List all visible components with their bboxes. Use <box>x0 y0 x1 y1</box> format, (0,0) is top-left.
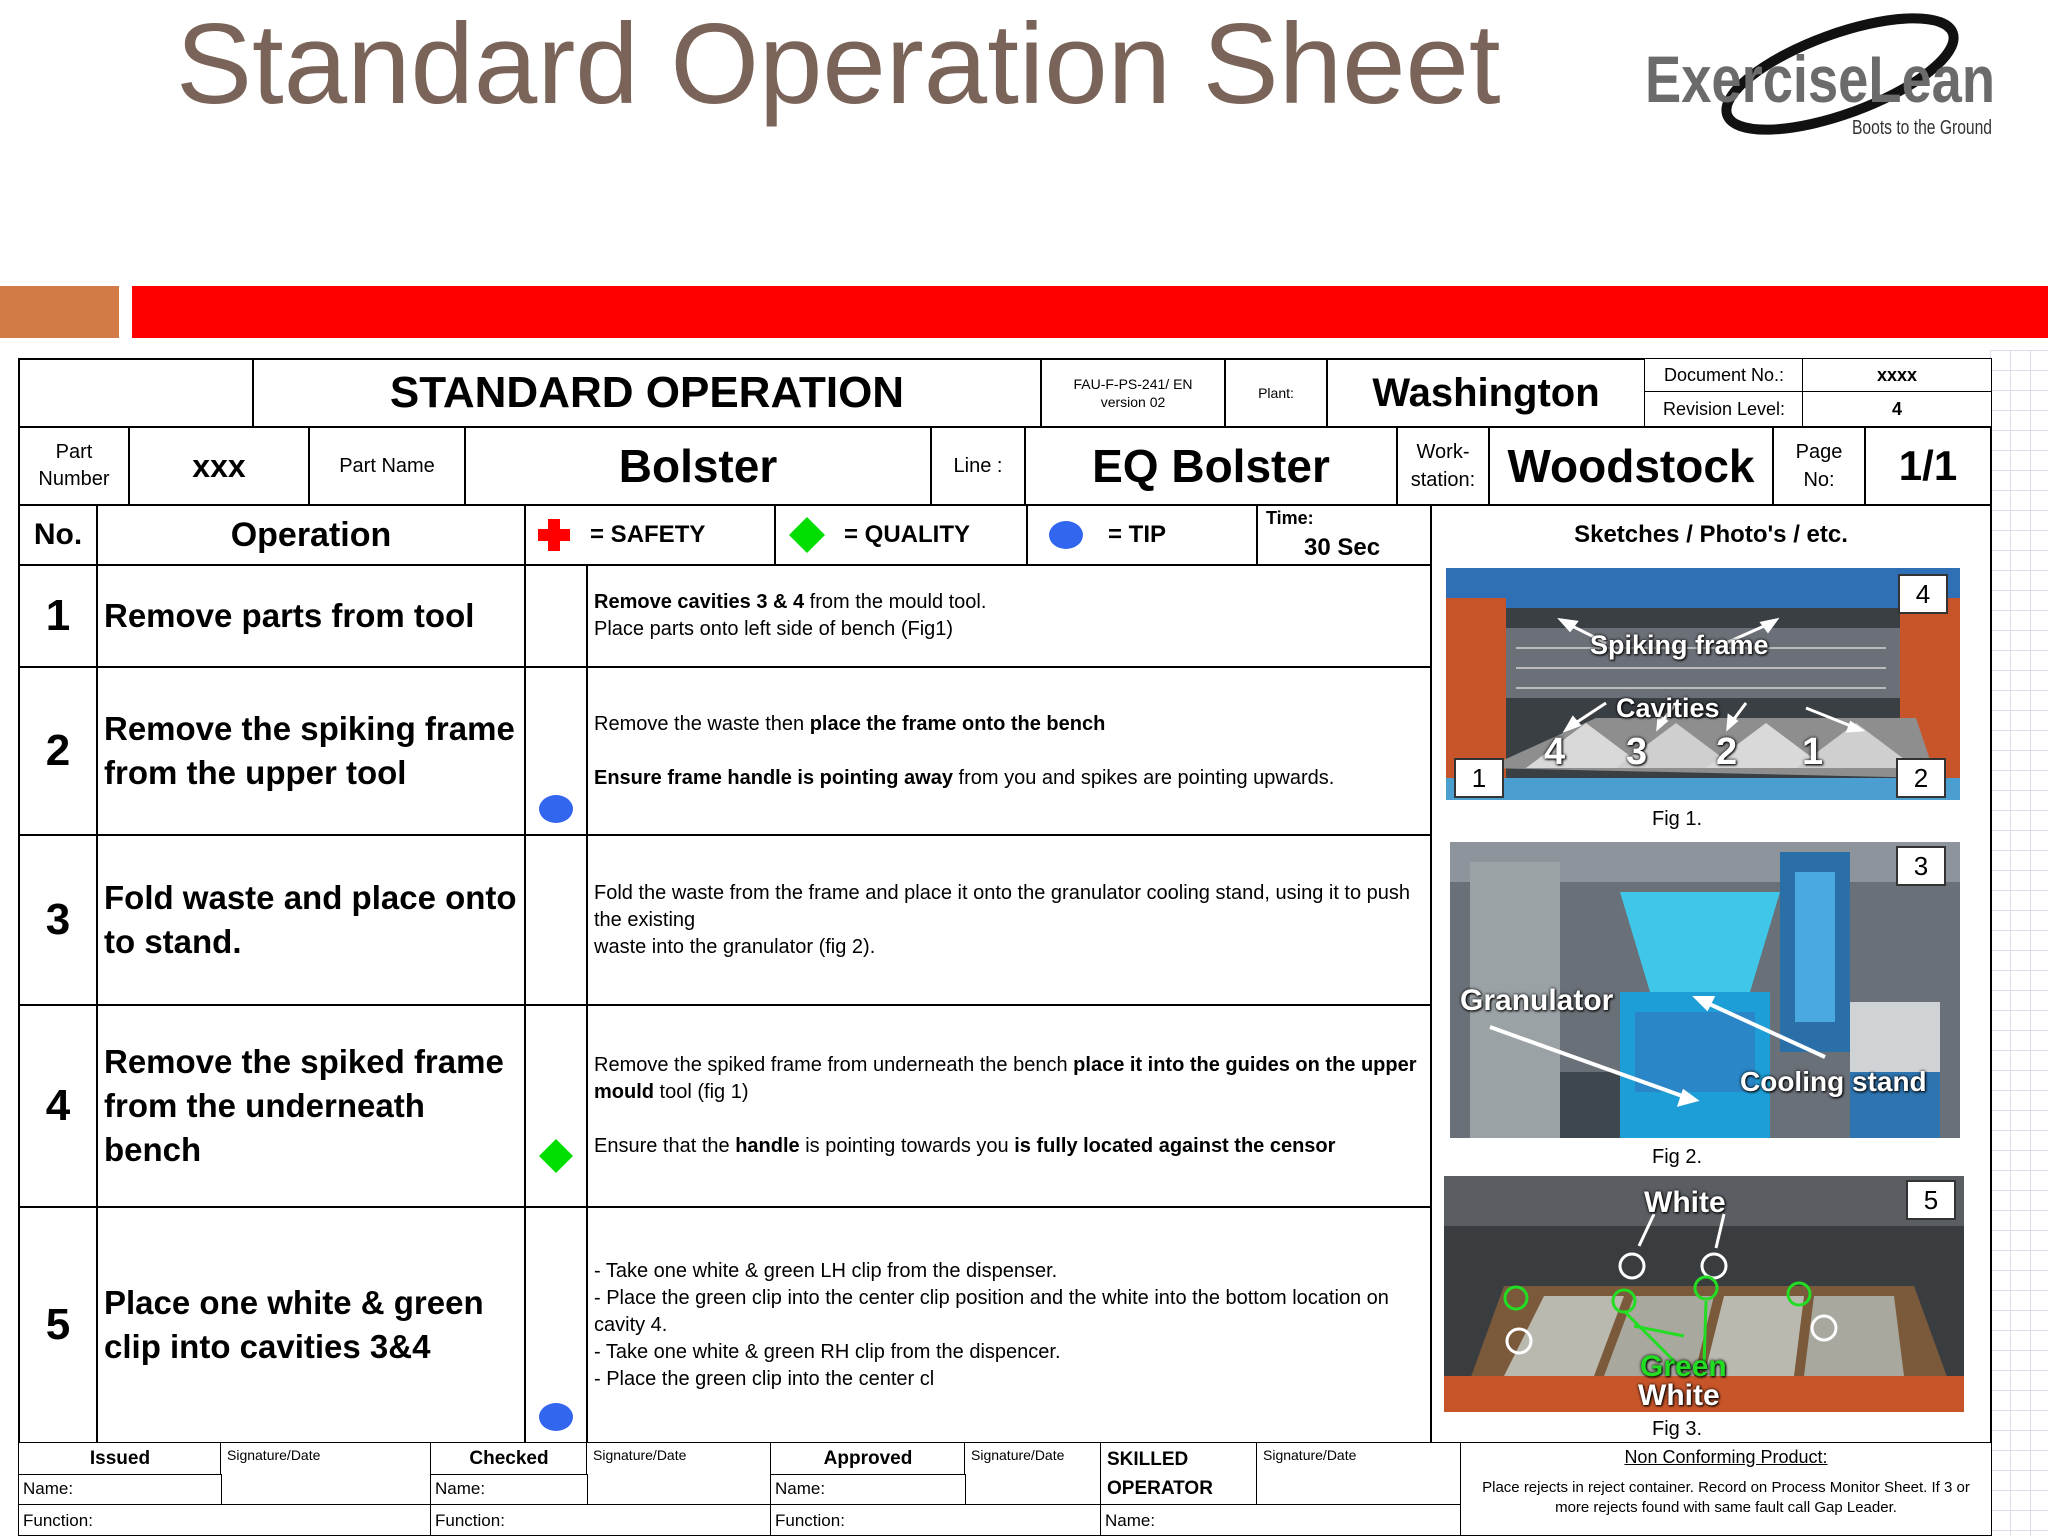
detail-text: - Take one white & green RH clip from the dispencer. <box>594 1340 1061 1363</box>
safety-legend-label: = SAFETY <box>590 521 706 548</box>
red-accent-bar <box>132 286 2048 338</box>
detail-line <box>594 711 1334 738</box>
col-no-header: No. <box>18 504 98 566</box>
fig1-badge-station-2: 2 <box>1896 758 1946 798</box>
step-operation: Remove parts from tool <box>96 564 526 668</box>
line-label: Line : <box>930 426 1026 506</box>
fig3-white-top-label: White <box>1644 1186 1726 1219</box>
approved-header: Approved <box>770 1442 966 1476</box>
detail-line <box>594 1285 1424 1339</box>
detail-emphasis: is fully located against the censor <box>1014 1135 1336 1157</box>
grid-background <box>1990 350 2048 1536</box>
detail-line <box>594 738 1334 765</box>
step-symbol-cell <box>524 834 588 1006</box>
operator-name-field[interactable] <box>1100 1504 1462 1536</box>
step-detail-text <box>588 1052 1430 1160</box>
detail-emphasis: place it into the guides on the upper mould <box>594 1054 1417 1103</box>
revision-value: 4 <box>1802 391 1992 428</box>
step-details <box>586 666 1432 836</box>
page-label: Page No: <box>1772 426 1866 506</box>
fig3-badge-station-5: 5 <box>1906 1180 1956 1220</box>
fig1-caption: Fig 1. <box>1652 808 1703 830</box>
fig2-cooling-stand-label: Cooling stand <box>1740 1066 1927 1097</box>
step-number: 3 <box>18 834 98 1006</box>
doc-no-value: xxxx <box>1802 358 1992 393</box>
detail-line <box>594 1258 1424 1285</box>
skilled-operator-header: SKILLED OPERATOR <box>1100 1442 1258 1506</box>
step-symbol-cell <box>524 1004 588 1208</box>
ncp-title: Non Conforming Product: <box>1624 1447 1828 1467</box>
detail-text: Remove the waste then <box>594 712 810 735</box>
fig1-cavities-label: Cavities <box>1616 693 1720 723</box>
step-symbol-cell <box>524 564 588 668</box>
detail-line <box>594 1339 1424 1366</box>
detail-line <box>594 1106 1424 1133</box>
detail-text: from you and spikes are pointing upwards. <box>952 766 1335 789</box>
fig2-caption: Fig 2. <box>1652 1146 1703 1168</box>
orange-accent-bar <box>0 286 119 338</box>
logo-tagline: Boots to the Ground <box>1852 117 1992 139</box>
step-details <box>586 1206 1432 1444</box>
safety-cross-icon <box>536 517 572 553</box>
detail-text: Fold the waste from the frame and place it onto the granulator cooling stand, using it to push the existing <box>594 881 1411 931</box>
fig1-cavity-3: 3 <box>1626 731 1648 773</box>
checked-signature-box <box>586 1442 772 1506</box>
part-number-label: Part Number <box>18 426 130 506</box>
step-detail-text <box>588 1258 1430 1393</box>
detail-text: - Take one white & green LH clip from the dispenser. <box>594 1259 1058 1282</box>
fig1-cavity-1: 1 <box>1802 731 1824 773</box>
detail-line <box>594 1366 1424 1393</box>
fig1-cavity-2: 2 <box>1716 731 1738 773</box>
plant-value: Washington <box>1326 358 1646 428</box>
detail-text: Remove the spiked frame from underneath the bench <box>594 1054 1074 1076</box>
fig1-photo <box>1446 568 1960 800</box>
step-operation: Remove the spiked frame from the underneath bench <box>96 1004 526 1208</box>
checked-name-label: Name: <box>435 1479 486 1498</box>
form-code: FAU-F-PS-241/ EN <box>1073 376 1193 392</box>
time-cell <box>1256 504 1432 566</box>
detail-text: Place parts onto left side of bench (Fig1) <box>594 618 954 640</box>
sketches-header: Sketches / Photo's / etc. <box>1430 504 1992 566</box>
logo-text: ExerciseLean <box>1645 42 1995 116</box>
approved-name-field[interactable] <box>770 1474 966 1506</box>
approved-signature-box <box>964 1442 1102 1506</box>
detail-text: from the mould tool. <box>804 591 987 613</box>
fig1-arrows <box>1446 568 1960 800</box>
checked-function-label: Function: <box>435 1511 505 1530</box>
revision-label: Revision Level: <box>1644 391 1804 428</box>
workstation-value: Woodstock <box>1488 426 1774 506</box>
plant-label: Plant: <box>1224 358 1328 428</box>
detail-emphasis: Remove cavities 3 & 4 <box>594 591 805 613</box>
detail-emphasis: handle <box>735 1135 800 1157</box>
detail-emphasis: place the frame onto the bench <box>809 712 1106 735</box>
detail-text: Ensure that the <box>594 1135 736 1157</box>
step-number: 5 <box>18 1206 98 1444</box>
form-title: STANDARD OPERATION <box>252 358 1042 428</box>
issued-function-field[interactable] <box>18 1504 432 1536</box>
tip-legend-label: = TIP <box>1108 521 1167 548</box>
quality-legend <box>774 504 1028 566</box>
operator-name-label: Name: <box>1105 1511 1156 1530</box>
form-version: version 02 <box>1100 394 1166 410</box>
issued-header: Issued <box>18 1442 222 1476</box>
doc-no-label: Document No.: <box>1644 358 1804 393</box>
col-operation-header: Operation <box>96 504 526 566</box>
part-number-value: xxx <box>128 426 310 506</box>
logo-swoosh-icon <box>1640 4 2000 144</box>
operator-sig-label: Signature/Date <box>1263 1447 1357 1463</box>
safety-legend <box>524 504 776 566</box>
detail-text: is pointing towards you <box>799 1135 1015 1157</box>
part-name-value: Bolster <box>464 426 932 506</box>
fig2-granulator-label: Granulator <box>1460 984 1614 1017</box>
blank-header-cell <box>18 358 254 428</box>
fig1-badge-station-4: 4 <box>1898 574 1948 614</box>
quality-diamond-icon <box>538 1138 574 1174</box>
checked-name-field[interactable] <box>430 1474 588 1506</box>
step-detail-text <box>588 711 1340 792</box>
detail-line <box>594 1133 1424 1160</box>
detail-line <box>594 934 1424 961</box>
approved-name-label: Name: <box>775 1479 826 1498</box>
quality-legend-label: = QUALITY <box>844 521 971 548</box>
fig1-badge-station-1: 1 <box>1454 758 1504 798</box>
detail-line <box>594 616 986 643</box>
fig3-green-label: Green <box>1640 1350 1727 1383</box>
fig2-photo <box>1450 842 1960 1138</box>
detail-emphasis: Ensure frame handle is pointing away <box>594 766 953 789</box>
time-label: Time: <box>1266 508 1314 528</box>
step-detail-text <box>588 589 992 643</box>
step-operation: Fold waste and place onto to stand. <box>96 834 526 1006</box>
ncp-text: Place rejects in reject container. Record on Process Monitor Sheet. If 3 or more rejects found with same fault call Gap Leader. <box>1482 1479 1970 1516</box>
approved-function-label: Function: <box>775 1511 845 1530</box>
step-symbol-cell <box>524 1206 588 1444</box>
fig1-cavity-4: 4 <box>1544 731 1566 773</box>
form-code-cell <box>1040 358 1226 428</box>
step-details <box>586 1004 1432 1208</box>
detail-line <box>594 765 1334 792</box>
detail-line <box>594 1052 1424 1106</box>
exerciselean-logo <box>1640 4 2000 144</box>
approved-function-field[interactable] <box>770 1504 1102 1536</box>
operator-signature-box <box>1256 1442 1462 1506</box>
non-conforming-product-box <box>1460 1442 1992 1536</box>
step-number: 2 <box>18 666 98 836</box>
detail-text: - Place the green clip into the center clip position and the white into the bottom location on cavity 4. <box>594 1286 1389 1336</box>
tip-circle-icon <box>538 1402 574 1432</box>
quality-diamond-icon <box>788 516 826 554</box>
detail-line <box>594 880 1424 934</box>
checked-function-field[interactable] <box>430 1504 772 1536</box>
issued-sig-label: Signature/Date <box>227 1447 321 1463</box>
checked-header: Checked <box>430 1442 588 1476</box>
approved-sig-label: Signature/Date <box>971 1447 1065 1463</box>
checked-sig-label: Signature/Date <box>593 1447 687 1463</box>
step-number: 1 <box>18 564 98 668</box>
fig3-photo <box>1444 1176 1964 1412</box>
detail-line <box>594 589 986 616</box>
time-value: 30 Sec <box>1304 534 1381 561</box>
detail-text: tool (fig 1) <box>654 1081 749 1103</box>
step-detail-text <box>588 880 1430 961</box>
workstation-label: Work-station: <box>1396 426 1490 506</box>
issued-name-field[interactable] <box>18 1474 222 1506</box>
step-details <box>586 564 1432 668</box>
fig2-badge-station-3: 3 <box>1896 846 1946 886</box>
step-operation: Remove the spiking frame from the upper tool <box>96 666 526 836</box>
issued-function-label: Function: <box>23 1511 93 1530</box>
tip-circle-icon <box>538 794 574 824</box>
line-value: EQ Bolster <box>1024 426 1398 506</box>
fig3-white-bottom-label: White <box>1638 1379 1720 1412</box>
step-details <box>586 834 1432 1006</box>
slide-title: Standard Operation Sheet <box>176 1 1501 128</box>
tip-legend <box>1026 504 1258 566</box>
step-symbol-cell <box>524 666 588 836</box>
issued-signature-box <box>220 1442 432 1506</box>
tip-circle-icon <box>1048 520 1084 550</box>
fig1-spiking-frame-label: Spiking frame <box>1590 630 1769 660</box>
page-value: 1/1 <box>1864 426 1992 506</box>
step-operation: Place one white & green clip into cavities 3&4 <box>96 1206 526 1444</box>
fig3-caption: Fig 3. <box>1652 1418 1703 1440</box>
issued-name-label: Name: <box>23 1479 74 1498</box>
detail-text: - Place the green clip into the center cl <box>594 1367 935 1390</box>
part-name-label: Part Name <box>308 426 466 506</box>
step-number: 4 <box>18 1004 98 1208</box>
detail-text: waste into the granulator (fig 2). <box>594 935 876 958</box>
